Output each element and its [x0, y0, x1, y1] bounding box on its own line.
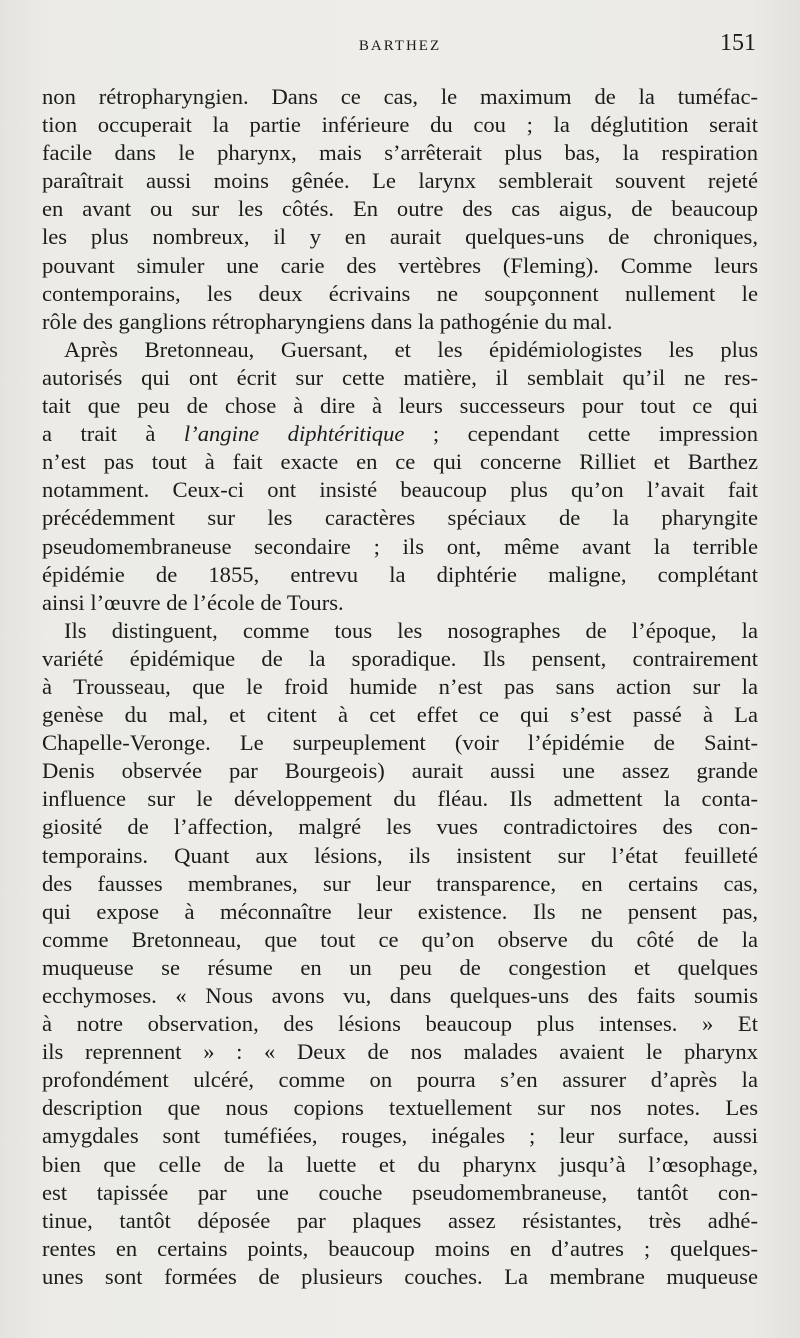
text-line: Denis observée par Bourgeois) aurait aussi une assez grande	[42, 758, 758, 784]
text-line: non rétropharyngien. Dans ce cas, le maximum de la tuméfac-	[42, 84, 758, 109]
text-line: ils reprennent » : « Deux de nos malades avaient le pharynx	[42, 1039, 758, 1065]
text-line: rôle des ganglions rétropharyngiens dans la pathogénie du mal.	[42, 308, 613, 334]
text-line: est tapissée par une couche pseudomembraneuse, tantôt con-	[42, 1179, 758, 1205]
text-line: n’est pas tout à fait exacte en ce qui concerne Rilliet et Barthez	[42, 449, 758, 475]
text-line: bien que celle de la luette et du pharynx jusqu’à l’œsophage,	[42, 1151, 758, 1177]
text-line: giosité de l’affection, malgré les vues contradictoires des con-	[42, 814, 758, 840]
text-line: contemporains, les deux écrivains ne soupçonnent nullement le	[42, 280, 758, 306]
running-head: BARTHEZ	[358, 38, 442, 54]
text-line: notamment. Ceux-ci ont insisté beaucoup plus qu’on l’avait fait	[42, 477, 758, 503]
text-line: tinue, tantôt déposée par plaques assez résistantes, très adhé-	[42, 1207, 758, 1233]
text-line: tion occuperait la partie inférieure du cou ; la déglutition serait	[42, 112, 758, 138]
text-line: genèse du mal, et citent à cet effet ce qui s’est passé à La	[42, 702, 758, 728]
text-line: profondément ulcéré, comme on pourra s’en assurer d’après la	[42, 1067, 758, 1093]
text-line: pouvant simuler une carie des vertèbres (Fleming). Comme leurs	[42, 252, 758, 278]
text-line: temporains. Quant aux lésions, ils insistent sur l’état feuilleté	[42, 842, 758, 868]
text-line: précédemment sur les caractères spéciaux de la pharyngite	[42, 505, 758, 531]
text-line: des fausses membranes, sur leur transparence, en certains cas,	[42, 870, 758, 896]
text-line: pseudomembraneuse secondaire ; ils ont, même avant la terrible	[42, 533, 758, 559]
text-line: tait que peu de chose à dire à leurs successeurs pour tout ce qui	[42, 393, 758, 419]
text-line: description que nous copions textuellement sur nos notes. Les	[42, 1095, 758, 1121]
page-number: 151	[720, 30, 756, 56]
text-line: épidémie de 1855, entrevu la diphtérie maligne, complétant	[42, 561, 758, 587]
text-line: influence sur le développement du fléau. Ils admettent la conta-	[42, 786, 758, 812]
text-line: rentes en certains points, beaucoup moins en d’autres ; quelques-	[42, 1235, 758, 1261]
body-text	[42, 83, 758, 1291]
text-line: paraîtrait aussi moins gênée. Le larynx semblerait souvent rejeté	[42, 168, 758, 194]
page-header	[42, 28, 758, 68]
text-line: à Trousseau, que le froid humide n’est pas sans action sur la	[42, 673, 758, 699]
text-line: ainsi l’œuvre de l’école de Tours.	[42, 589, 344, 615]
text-line: les plus nombreux, il y en aurait quelques-uns de chroniques,	[42, 224, 758, 250]
text-line: autorisés qui ont écrit sur cette matière, il semblait qu’il ne res-	[42, 364, 758, 390]
text-line: qui expose à méconnaître leur existence. Ils ne pensent pas,	[42, 898, 758, 924]
text-line: à notre observation, des lésions beaucoup plus intenses. » Et	[42, 1011, 758, 1037]
text-line: amygdales sont tuméfiées, rouges, inégales ; leur surface, aussi	[42, 1123, 758, 1149]
text-line: muqueuse se résume en un peu de congestion et quelques	[42, 954, 758, 980]
text-line: unes sont formées de plusieurs couches. La membrane muqueuse	[42, 1263, 758, 1289]
text-line: facile dans le pharynx, mais s’arrêterait plus bas, la respiration	[42, 140, 758, 166]
text-line	[42, 420, 758, 448]
text-line: Après Bretonneau, Guersant, et les épidémiologistes les plus	[64, 336, 758, 362]
italic-title: l’angine diphtéritique	[183, 421, 405, 447]
text-segment: a trait à	[42, 421, 184, 447]
text-segment: ; cependant cette impression	[404, 421, 758, 447]
text-line: Ils distinguent, comme tous les nosographes de l’époque, la	[64, 617, 758, 643]
text-line: Chapelle-Veronge. Le surpeuplement (voir l’épidémie de Saint-	[42, 730, 758, 756]
text-line: ecchymoses. « Nous avons vu, dans quelques-uns des faits soumis	[42, 983, 758, 1008]
text-line: variété épidémique de la sporadique. Ils pensent, contrairement	[42, 645, 758, 671]
text-line: en avant ou sur les côtés. En outre des cas aigus, de beaucoup	[42, 196, 758, 222]
text-line: comme Bretonneau, que tout ce qu’on observe du côté de la	[42, 926, 758, 952]
